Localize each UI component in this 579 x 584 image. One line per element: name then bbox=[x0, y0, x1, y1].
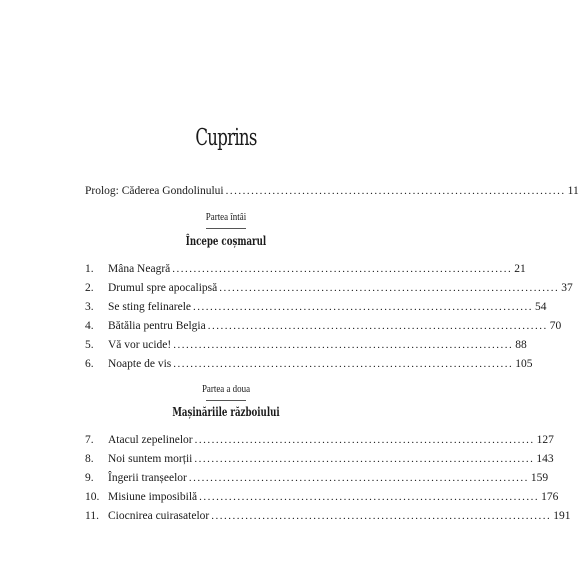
dot-leader: ................................................................................ bbox=[199, 491, 540, 503]
toc-entry bbox=[85, 299, 547, 315]
toc-entry bbox=[85, 432, 554, 448]
toc-entry-label: Ciocnirea cuirasatelor bbox=[108, 510, 210, 522]
toc-entry-label: Prolog: Căderea Gondolinului bbox=[85, 185, 224, 197]
toc-entry-page: 176 bbox=[541, 491, 559, 503]
dot-leader: ................................................................................ bbox=[193, 301, 534, 313]
dot-leader: ................................................................................ bbox=[211, 510, 552, 522]
toc-entry bbox=[85, 337, 527, 353]
toc-entry-number: 5. bbox=[85, 339, 94, 351]
dot-leader: ................................................................................ bbox=[194, 453, 535, 465]
toc-entry bbox=[85, 489, 559, 505]
toc-entry-label: Noi suntem morții bbox=[108, 453, 193, 465]
toc-entry bbox=[85, 280, 573, 296]
part-title: Începe coșmarul bbox=[185, 234, 267, 248]
toc-entry-label: Vă vor ucide! bbox=[108, 339, 172, 351]
toc-entry-number: 7. bbox=[85, 434, 94, 446]
toc-entry-label: Se sting felinarele bbox=[108, 301, 192, 313]
toc-entry-label: Noapte de vis bbox=[108, 358, 172, 370]
toc-entry-page: 70 bbox=[549, 320, 562, 332]
toc-entry-page: 21 bbox=[514, 263, 526, 275]
toc-entry bbox=[85, 318, 562, 334]
toc-entry bbox=[85, 356, 533, 372]
toc-entry bbox=[85, 261, 526, 277]
toc-entry-page: 191 bbox=[553, 510, 571, 522]
dot-leader: ................................................................................ bbox=[207, 320, 548, 332]
dot-leader: ................................................................................ bbox=[225, 185, 566, 197]
dot-leader: ................................................................................ bbox=[194, 434, 535, 446]
toc-entry-number: 1. bbox=[85, 263, 94, 275]
toc-entry-page: 143 bbox=[536, 453, 554, 465]
part-divider bbox=[206, 400, 246, 401]
toc-entry-page: 105 bbox=[515, 358, 533, 370]
toc-entry-label: Misiune imposibilă bbox=[108, 491, 198, 503]
dot-leader: ................................................................................ bbox=[173, 358, 514, 370]
toc-entry-page: 54 bbox=[535, 301, 547, 313]
toc-entry-label: Drumul spre apocalipsă bbox=[108, 282, 218, 294]
part-label: Partea a doua bbox=[201, 384, 251, 395]
toc-entry-number: 9. bbox=[85, 472, 94, 484]
toc-entry-page: 11 bbox=[567, 185, 579, 197]
toc-entry bbox=[85, 508, 571, 524]
toc-entry-number: 3. bbox=[85, 301, 94, 313]
dot-leader: ................................................................................ bbox=[172, 263, 513, 275]
toc-entry-label: Bătălia pentru Belgia bbox=[108, 320, 206, 332]
toc-title: Cuprins bbox=[195, 125, 257, 151]
toc-entry-page: 159 bbox=[530, 472, 549, 484]
toc-entry-label: Îngerii tranșeelor bbox=[108, 472, 187, 484]
part-divider bbox=[206, 228, 246, 229]
toc-entry bbox=[85, 451, 554, 467]
dot-leader: ................................................................................ bbox=[173, 339, 514, 351]
toc-entry-page: 127 bbox=[536, 434, 554, 446]
toc-entry-number: 6. bbox=[85, 358, 94, 370]
toc-entry-label: Mâna Neagră bbox=[108, 263, 171, 275]
part-title: Mașinăriile războiului bbox=[172, 405, 280, 419]
dot-leader: ................................................................................ bbox=[219, 282, 560, 294]
toc-entry bbox=[85, 470, 549, 486]
toc-entry-number: 8. bbox=[85, 453, 94, 465]
toc-entry-number: 2. bbox=[85, 282, 94, 294]
toc-entry-prolog bbox=[85, 183, 579, 199]
toc-entry-page: 88 bbox=[515, 339, 527, 351]
toc-entry-number: 4. bbox=[85, 320, 94, 332]
toc-entry-page: 37 bbox=[561, 282, 573, 294]
toc-entry-label: Atacul zepelinelor bbox=[108, 434, 193, 446]
toc-entry-number: 10. bbox=[85, 491, 100, 503]
dot-leader: ................................................................................ bbox=[188, 472, 529, 484]
toc-entry-number: 11. bbox=[85, 510, 99, 522]
part-label: Partea întâi bbox=[205, 212, 247, 223]
